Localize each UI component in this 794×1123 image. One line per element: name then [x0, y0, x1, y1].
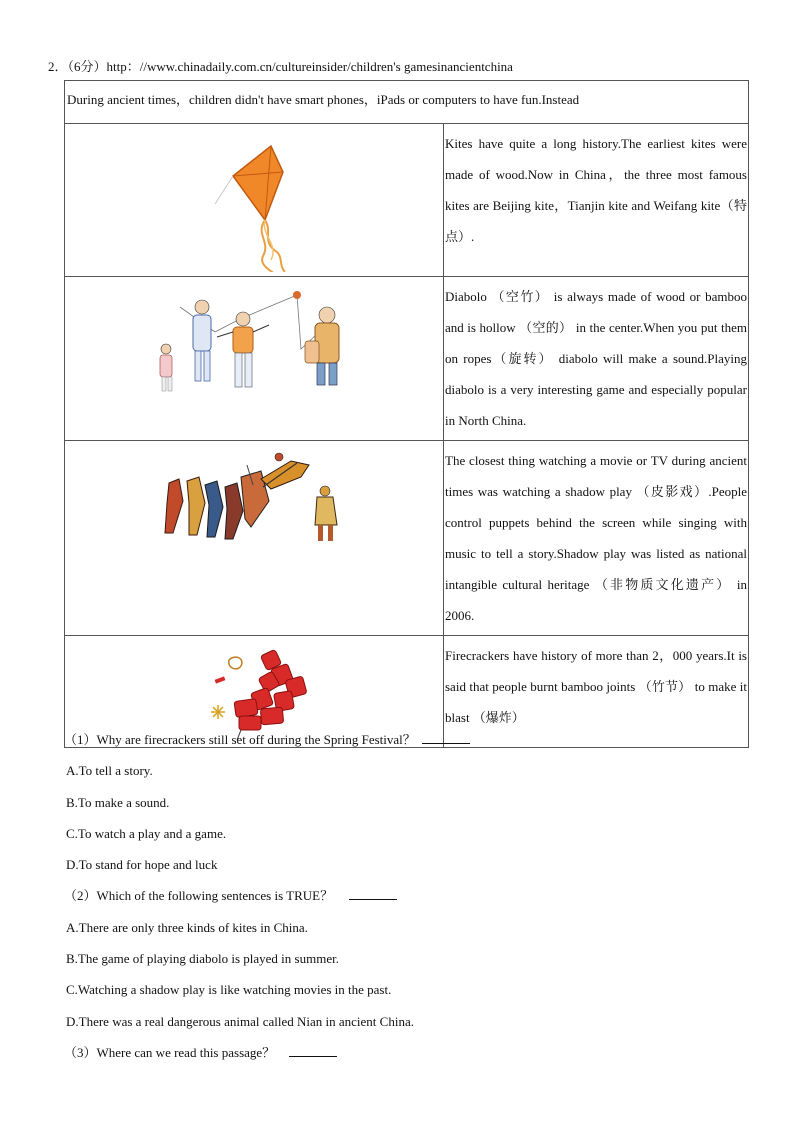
intro-cell: During ancient times，children didn't have smart phones，iPads or computers to have fun.Instead [65, 81, 749, 124]
question-heading [48, 56, 513, 75]
passage-table [64, 80, 749, 748]
firecrackers-icon [65, 636, 443, 743]
option-1a: A.To tell a story. [66, 763, 153, 779]
puppet-flying [261, 453, 309, 489]
diabolo-text: Diabolo （空竹） is always made of wood or bamboo and is hollow （空的） in the center.When you put them on ropes（旋转） diabolo will make a sound.Playing diabolo is a very interesting game and especially popular in North China. [444, 277, 749, 441]
question-2-prompt: （2）Which of the following sentences is TRUE？ [64, 888, 334, 904]
option-2c: C.Watching a shadow play is like watching movies in the past. [66, 982, 392, 998]
question-3-prompt: （3）Where can we read this passage？ [64, 1044, 276, 1060]
child-figure-1 [193, 300, 211, 381]
question-points: （6分） [67, 59, 107, 74]
child-figure-2 [217, 312, 269, 387]
smoke-icon [229, 657, 242, 669]
puppet-group-left [165, 465, 269, 539]
kite-text: Kites have quite a long history.The earliest kites were made of wood.Now in China，the three most famous kites are Beijing kite，Tianjin kite and Weifang kite（特点）. [444, 124, 749, 277]
option-1c: C.To watch a play and a game. [66, 825, 227, 841]
question-1-prompt: （1）Why are firecrackers still set off during the Spring Festival？ [64, 732, 416, 747]
firecrackers-text: Firecrackers have history of more than 2，000 years.It is said that people burnt bamboo joints （竹节） to make it blast （爆炸） [444, 636, 749, 748]
answer-blank-1[interactable] [422, 731, 470, 744]
child-figure-3 [305, 307, 339, 385]
option-2a: A.There are only three kinds of kites in China. [66, 919, 308, 935]
question-number: 2． [48, 59, 68, 74]
kite-icon [65, 124, 443, 272]
answer-blank-3[interactable] [289, 1044, 337, 1057]
puppet-right [315, 486, 337, 541]
option-1d: D.To stand for hope and luck [66, 857, 218, 873]
questions-section [64, 730, 754, 1074]
shadow-play-text: The closest thing watching a movie or TV during ancient times was watching a shadow play （皮影戏）.People control puppets behind the screen while singing with music to tell a story.Shadow play was listed as national intangible cultural heritage （非物质文化遗产） in 2006. [444, 441, 749, 636]
question-2 [64, 886, 754, 917]
option-1b: B.To make a sound. [66, 794, 170, 810]
diabolo-players-icon [65, 277, 443, 436]
spark-icon [211, 705, 225, 719]
shadow-puppets-illustration [65, 441, 444, 636]
child-figure-small [160, 344, 172, 391]
option-2b: B.The game of playing diabolo is played in summer. [66, 951, 339, 967]
answer-blank-2[interactable] [349, 887, 397, 900]
diabolo-players-illustration [65, 277, 444, 441]
option-2d: D.There was a real dangerous animal called Nian in ancient China. [66, 1013, 414, 1029]
question-3 [64, 1043, 754, 1074]
kite-illustration [65, 124, 444, 277]
source-url: http：//www.chinadaily.com.cn/cultureinsider/children's gamesinancientchina [106, 59, 513, 74]
shadow-puppets-icon [65, 441, 443, 631]
question-1 [64, 730, 754, 761]
